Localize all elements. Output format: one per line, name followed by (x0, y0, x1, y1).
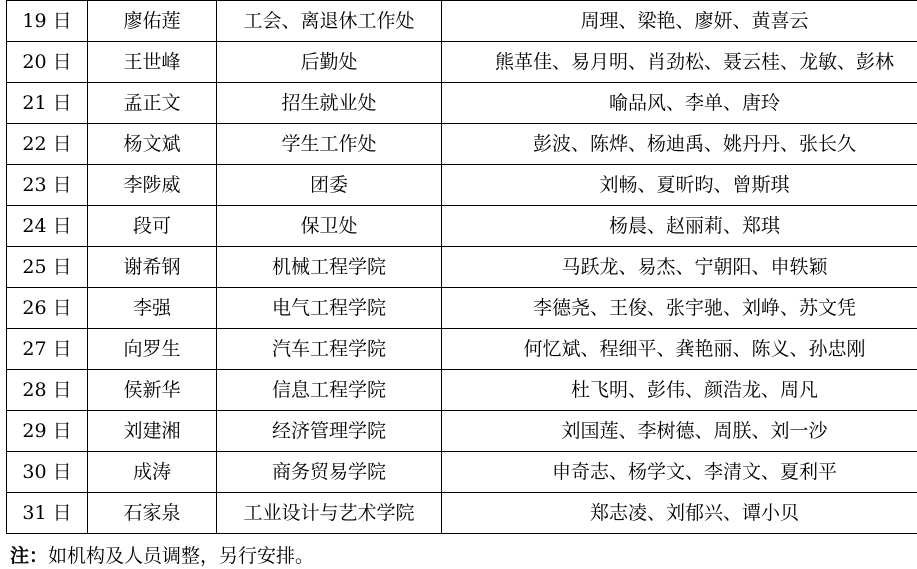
cell-leader: 向罗生 (88, 329, 217, 370)
cell-staff: 熊革佳、易月明、肖劲松、聂云桂、龙敏、彭林 (442, 42, 917, 83)
table-body (7, 1, 917, 534)
table-row (7, 83, 917, 124)
cell-leader: 侯新华 (88, 370, 217, 411)
cell-leader: 谢希钢 (88, 247, 217, 288)
cell-leader: 廖佑莲 (88, 1, 217, 42)
cell-staff: 彭波、陈烨、杨迪禹、姚丹丹、张长久 (442, 124, 917, 165)
cell-staff: 申奇志、杨学文、李清文、夏利平 (442, 452, 917, 493)
cell-department: 经济管理学院 (217, 411, 442, 452)
cell-department: 商务贸易学院 (217, 452, 442, 493)
table-row (7, 206, 917, 247)
table-row (7, 1, 917, 42)
cell-department: 团委 (217, 165, 442, 206)
table-row (7, 493, 917, 534)
cell-date: 25 日 (7, 247, 88, 288)
footnote-label: 注： (10, 545, 48, 567)
cell-date: 26 日 (7, 288, 88, 329)
cell-department: 汽车工程学院 (217, 329, 442, 370)
cell-staff: 何忆斌、程细平、龚艳丽、陈义、孙忠刚 (442, 329, 917, 370)
footnote (6, 544, 911, 569)
cell-leader: 杨文斌 (88, 124, 217, 165)
table-row (7, 329, 917, 370)
cell-date: 28 日 (7, 370, 88, 411)
cell-staff: 马跃龙、易杰、宁朝阳、申轶颖 (442, 247, 917, 288)
cell-department: 工业设计与艺术学院 (217, 493, 442, 534)
cell-staff: 杜飞明、彭伟、颜浩龙、周凡 (442, 370, 917, 411)
cell-date: 22 日 (7, 124, 88, 165)
cell-staff: 刘畅、夏昕昀、曾斯琪 (442, 165, 917, 206)
table-row (7, 411, 917, 452)
cell-staff: 李德尧、王俊、张宇驰、刘峥、苏文凭 (442, 288, 917, 329)
cell-staff: 周理、梁艳、廖妍、黄喜云 (442, 1, 917, 42)
table-row (7, 370, 917, 411)
cell-date: 21 日 (7, 83, 88, 124)
cell-date: 29 日 (7, 411, 88, 452)
cell-department: 信息工程学院 (217, 370, 442, 411)
table-row (7, 452, 917, 493)
cell-department: 电气工程学院 (217, 288, 442, 329)
cell-date: 31 日 (7, 493, 88, 534)
cell-date: 30 日 (7, 452, 88, 493)
table-row (7, 247, 917, 288)
cell-date: 27 日 (7, 329, 88, 370)
cell-date: 20 日 (7, 42, 88, 83)
cell-department: 学生工作处 (217, 124, 442, 165)
cell-staff: 刘国莲、李树德、周朕、刘一沙 (442, 411, 917, 452)
cell-leader: 段可 (88, 206, 217, 247)
cell-staff: 杨晨、赵丽莉、郑琪 (442, 206, 917, 247)
table-row (7, 288, 917, 329)
cell-date: 19 日 (7, 1, 88, 42)
cell-leader: 成涛 (88, 452, 217, 493)
cell-department: 招生就业处 (217, 83, 442, 124)
cell-staff: 喻品风、李单、唐玲 (442, 83, 917, 124)
cell-department: 保卫处 (217, 206, 442, 247)
cell-leader: 刘建湘 (88, 411, 217, 452)
table-row (7, 42, 917, 83)
cell-leader: 孟正文 (88, 83, 217, 124)
cell-date: 23 日 (7, 165, 88, 206)
cell-leader: 李强 (88, 288, 217, 329)
cell-leader: 王世峰 (88, 42, 217, 83)
table-row (7, 165, 917, 206)
cell-department: 机械工程学院 (217, 247, 442, 288)
cell-leader: 李陟威 (88, 165, 217, 206)
cell-department: 工会、离退休工作处 (217, 1, 442, 42)
table-row (7, 124, 917, 165)
cell-date: 24 日 (7, 206, 88, 247)
cell-leader: 石家泉 (88, 493, 217, 534)
cell-department: 后勤处 (217, 42, 442, 83)
cell-staff: 郑志凌、刘郁兴、谭小贝 (442, 493, 917, 534)
duty-schedule-table (6, 0, 917, 534)
footnote-text: 如机构及人员调整，另行安排。 (48, 545, 314, 567)
